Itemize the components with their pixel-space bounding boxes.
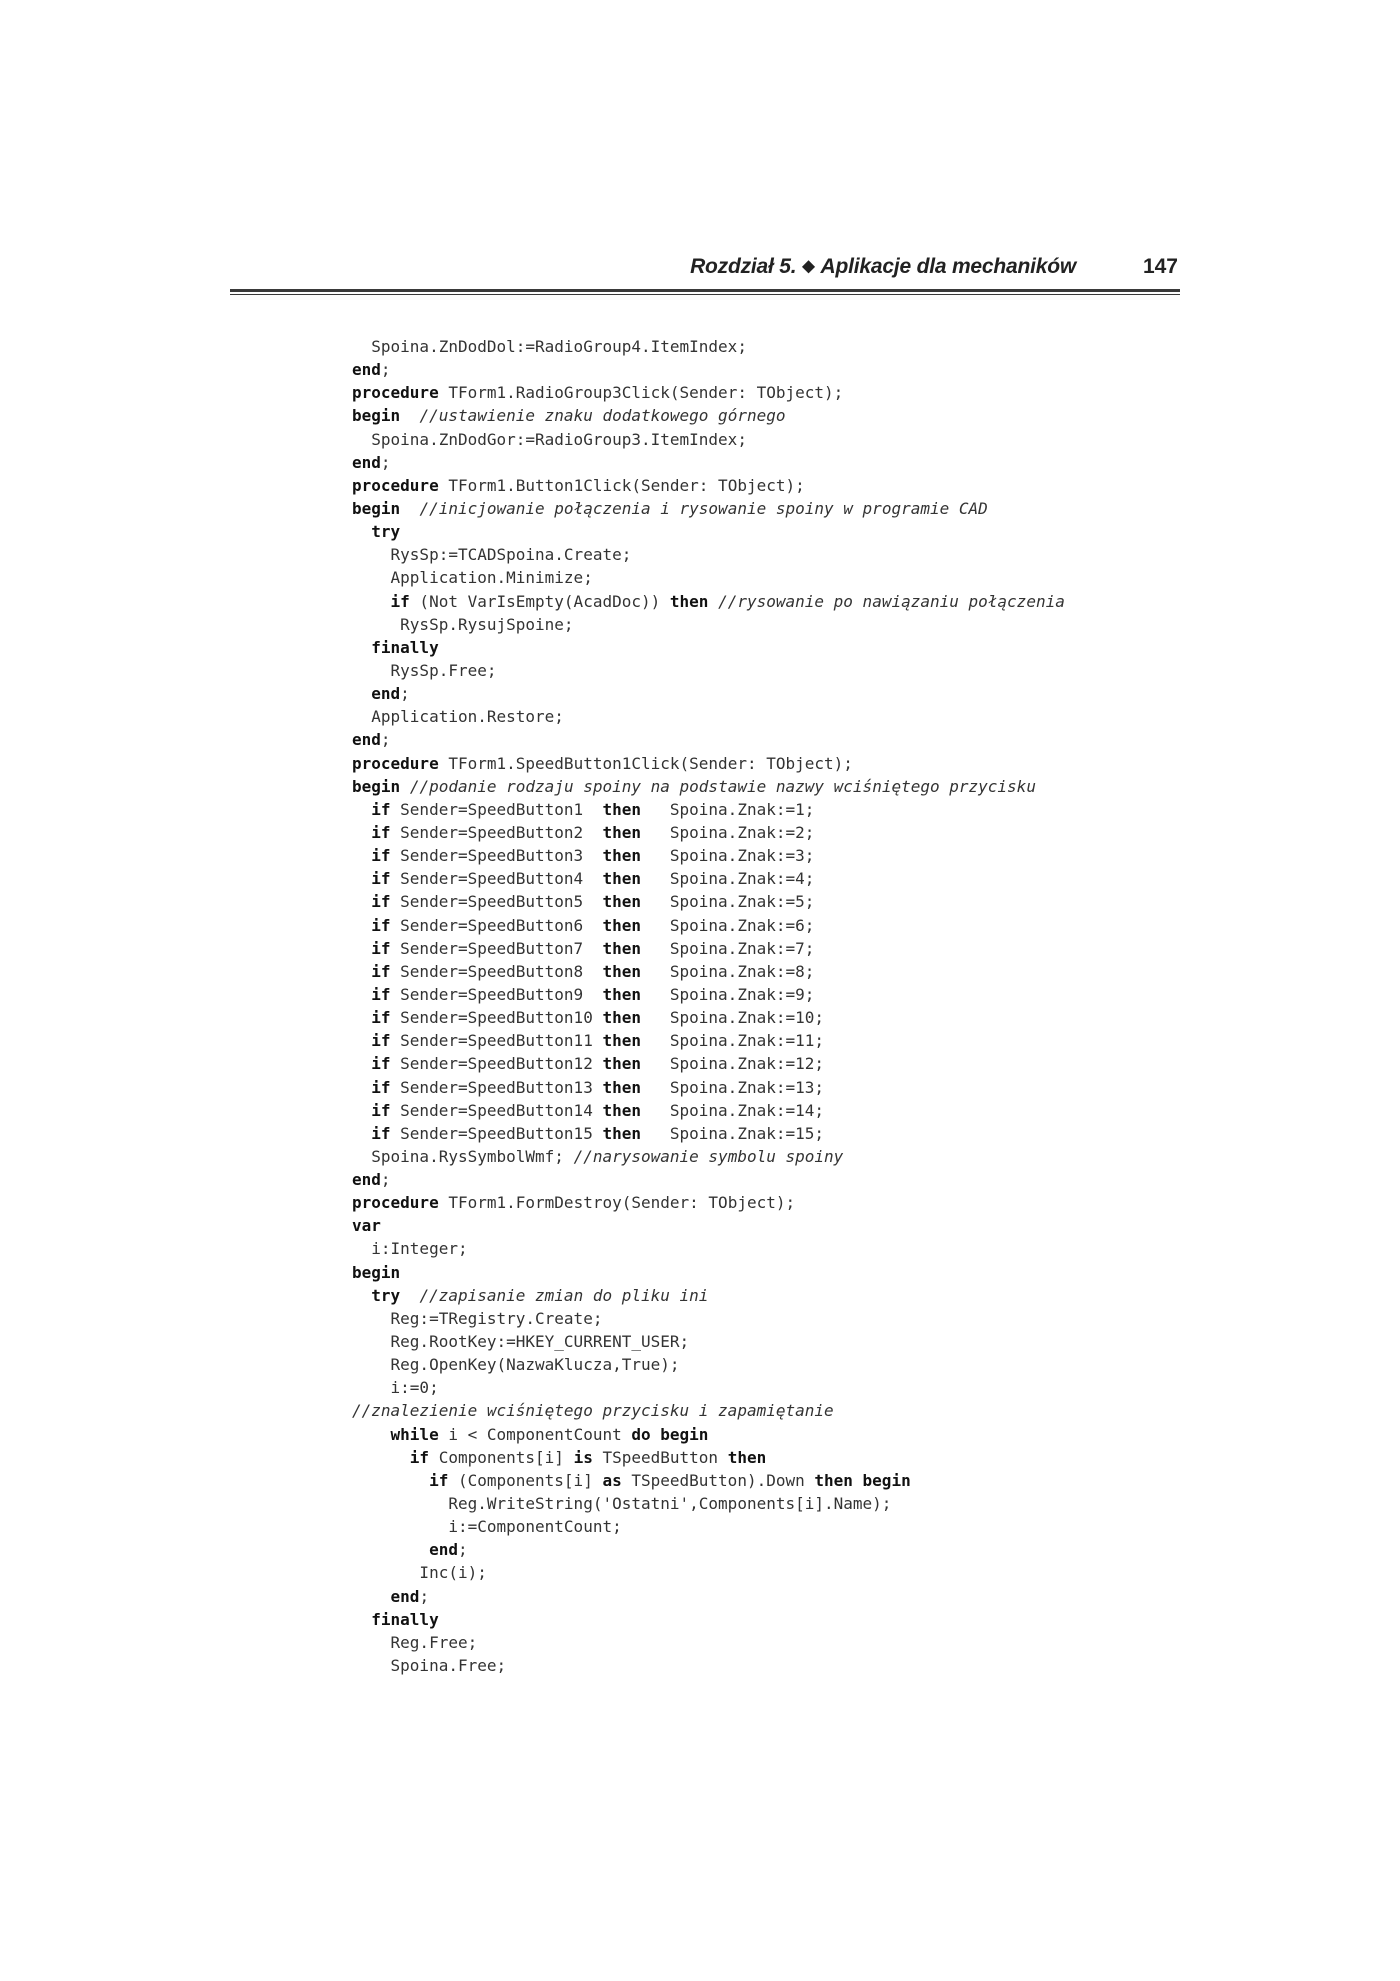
code-line	[352, 381, 1065, 404]
code-text	[352, 592, 391, 611]
chapter-title	[690, 255, 1076, 279]
code-keyword: then	[602, 984, 641, 1004]
code-line	[352, 960, 1065, 983]
code-keyword: then	[602, 1100, 641, 1120]
code-text: TSpeedButton).Down	[621, 1470, 815, 1490]
code-line	[352, 1214, 1065, 1237]
code-line	[352, 1168, 1065, 1191]
code-keyword: if	[409, 1447, 430, 1467]
code-text	[352, 1008, 371, 1027]
code-text	[352, 846, 371, 865]
code-keyword: end	[352, 452, 381, 472]
code-text: Spoina.RysSymbolWmf;	[352, 1146, 574, 1166]
code-comment: //zapisanie zmian do pliku ini	[419, 1285, 709, 1305]
code-text: Reg.WriteString('Ostatni',Components[i].Name);	[352, 1494, 892, 1514]
code-text: ;	[457, 1540, 468, 1560]
code-text	[352, 916, 371, 935]
code-line	[352, 1446, 1065, 1469]
code-text	[400, 1286, 419, 1305]
code-comment: //narysowanie symbolu spoiny	[573, 1146, 844, 1166]
code-text: Sender=SpeedButton1	[390, 799, 603, 819]
code-text: ;	[380, 1170, 391, 1190]
code-line	[352, 775, 1065, 798]
code-keyword: if	[371, 799, 391, 819]
code-keyword: if	[371, 984, 391, 1004]
code-comment: //inicjowanie połączenia i rysowanie spoiny w programie CAD	[419, 498, 988, 518]
code-line	[352, 1076, 1065, 1099]
code-text: Reg.OpenKey(NazwaKlucza,True);	[352, 1355, 680, 1375]
code-text	[352, 892, 371, 911]
code-text: Spoina.Znak:=11;	[640, 1031, 825, 1051]
code-text: RysSp.Free;	[352, 660, 497, 680]
code-text: Inc(i);	[352, 1563, 487, 1583]
code-line	[352, 844, 1065, 867]
code-keyword: if	[371, 1100, 391, 1120]
code-line	[352, 474, 1065, 497]
code-text: Spoina.Znak:=10;	[640, 1008, 825, 1028]
code-text: Sender=SpeedButton7	[390, 938, 603, 958]
code-text: TForm1.RadioGroup3Click(Sender: TObject);	[438, 383, 844, 403]
code-text	[352, 869, 371, 888]
code-line	[352, 1237, 1065, 1260]
code-keyword: procedure	[352, 475, 439, 495]
code-text	[352, 638, 371, 657]
code-line	[352, 1307, 1065, 1330]
code-line	[352, 983, 1065, 1006]
code-line	[352, 1608, 1065, 1631]
code-line	[352, 1631, 1065, 1654]
code-comment: //rysowanie po nawiązaniu połączenia	[718, 591, 1065, 611]
code-text	[352, 1610, 371, 1629]
code-keyword: procedure	[352, 753, 439, 773]
code-line	[352, 636, 1065, 659]
code-keyword: then	[602, 915, 641, 935]
code-text: Sender=SpeedButton8	[390, 961, 603, 981]
code-comment: //ustawienie znaku dodatkowego górnego	[419, 406, 786, 426]
code-keyword: then	[602, 846, 641, 866]
code-keyword: end	[352, 360, 381, 380]
code-keyword: then	[602, 892, 641, 912]
code-text	[352, 985, 371, 1004]
code-line	[352, 1585, 1065, 1608]
code-text	[352, 1471, 429, 1490]
code-line	[352, 428, 1065, 451]
code-text: Sender=SpeedButton14	[390, 1100, 603, 1120]
code-text: Components[i]	[429, 1447, 574, 1467]
chapter-name: Aplikacje dla mechaników	[820, 255, 1076, 278]
code-line	[352, 1376, 1065, 1399]
code-keyword: if	[371, 961, 391, 981]
code-line	[352, 451, 1065, 474]
code-text	[352, 1124, 371, 1143]
code-keyword: begin	[352, 776, 401, 796]
code-text: Sender=SpeedButton11	[390, 1031, 603, 1051]
code-keyword: is	[573, 1447, 593, 1467]
code-text: Spoina.Znak:=2;	[640, 822, 815, 842]
code-comment: //znalezienie wciśniętego przycisku i zapamiętanie	[352, 1401, 834, 1421]
code-line	[352, 821, 1065, 844]
code-text: Spoina.Znak:=6;	[640, 915, 815, 935]
code-text: Sender=SpeedButton5	[390, 892, 603, 912]
code-keyword: end	[390, 1586, 420, 1606]
code-text: Spoina.ZnDodDol:=RadioGroup4.ItemIndex;	[352, 337, 747, 356]
code-keyword: if	[371, 892, 391, 912]
code-text: Sender=SpeedButton4	[390, 869, 603, 889]
code-keyword: then	[602, 1031, 641, 1051]
code-line	[352, 1469, 1065, 1492]
code-keyword: end	[352, 730, 381, 750]
code-text: Spoina.Znak:=15;	[640, 1123, 825, 1143]
code-line	[352, 798, 1065, 821]
code-keyword: begin	[352, 1262, 401, 1282]
code-keyword: try	[371, 1285, 401, 1305]
code-text: i:Integer;	[352, 1239, 468, 1259]
code-line	[352, 590, 1065, 613]
code-line	[352, 613, 1065, 636]
code-text: Sender=SpeedButton10	[390, 1008, 603, 1028]
code-text	[352, 1587, 391, 1606]
code-text: Spoina.Znak:=8;	[640, 961, 815, 981]
code-keyword: begin	[352, 498, 401, 518]
code-keyword: then	[602, 799, 641, 819]
code-text: i:=ComponentCount;	[352, 1517, 622, 1537]
code-keyword: if	[371, 822, 391, 842]
code-text: Sender=SpeedButton12	[390, 1054, 603, 1074]
code-line	[352, 914, 1065, 937]
code-keyword: then	[602, 961, 641, 981]
code-comment: //podanie rodzaju spoiny na podstawie nazwy wciśniętego przycisku	[409, 776, 1036, 796]
code-keyword: end	[371, 684, 401, 704]
code-text: Spoina.Znak:=13;	[640, 1077, 825, 1097]
code-text: Reg.RootKey:=HKEY_CURRENT_USER;	[352, 1332, 690, 1352]
code-text: TForm1.FormDestroy(Sender: TObject);	[438, 1193, 796, 1213]
code-text: Spoina.Znak:=7;	[640, 938, 815, 958]
code-text: Sender=SpeedButton3	[390, 846, 603, 866]
code-line	[352, 520, 1065, 543]
code-text	[352, 1286, 371, 1305]
code-keyword: begin	[352, 406, 401, 426]
code-listing	[352, 335, 1065, 1677]
code-keyword: if	[371, 869, 391, 889]
code-text: Application.Minimize;	[352, 568, 593, 588]
code-keyword: if	[371, 915, 391, 935]
code-text	[352, 1425, 391, 1444]
code-text: (Components[i]	[448, 1470, 603, 1490]
diamond-icon: ◆	[802, 258, 815, 275]
code-keyword: as	[602, 1470, 622, 1490]
code-keyword: then	[602, 1008, 641, 1028]
code-line	[352, 1330, 1065, 1353]
code-keyword: then begin	[814, 1470, 911, 1490]
code-text: ;	[400, 684, 410, 704]
code-text: TForm1.SpeedButton1Click(Sender: TObject);	[438, 753, 853, 773]
code-keyword: do begin	[631, 1424, 709, 1444]
code-line	[352, 1006, 1065, 1029]
code-text: ;	[380, 360, 391, 380]
code-keyword: if	[371, 1054, 391, 1074]
code-keyword: if	[371, 1031, 391, 1051]
code-line	[352, 659, 1065, 682]
code-keyword: procedure	[352, 383, 439, 403]
code-text	[352, 1101, 371, 1120]
code-text: TForm1.Button1Click(Sender: TObject);	[438, 475, 805, 495]
code-line	[352, 1399, 1065, 1422]
code-text	[352, 939, 371, 958]
code-line	[352, 497, 1065, 520]
code-line	[352, 566, 1065, 589]
code-keyword: then	[602, 1123, 641, 1143]
code-line	[352, 543, 1065, 566]
code-line	[352, 1654, 1065, 1677]
code-text: Spoina.Free;	[352, 1656, 507, 1676]
code-line	[352, 1052, 1065, 1075]
code-text	[400, 499, 419, 518]
code-keyword: then	[602, 1054, 641, 1074]
code-text: Spoina.Znak:=9;	[640, 984, 815, 1004]
code-line	[352, 1353, 1065, 1376]
code-keyword: finally	[371, 637, 439, 657]
code-text	[352, 1448, 410, 1467]
code-line	[352, 937, 1065, 960]
code-keyword: if	[371, 1123, 391, 1143]
code-line	[352, 705, 1065, 728]
code-text	[400, 777, 410, 796]
code-text	[352, 962, 371, 981]
code-keyword: then	[602, 938, 641, 958]
code-keyword: then	[602, 822, 641, 842]
code-text: Spoina.Znak:=5;	[640, 892, 815, 912]
code-text: Sender=SpeedButton2	[390, 822, 603, 842]
code-text	[352, 823, 371, 842]
code-line	[352, 728, 1065, 751]
code-line	[352, 1492, 1065, 1515]
code-keyword: if	[371, 1077, 391, 1097]
code-keyword: end	[429, 1540, 458, 1560]
code-text: i < ComponentCount	[438, 1424, 632, 1444]
code-line	[352, 1122, 1065, 1145]
code-text	[352, 684, 371, 703]
code-text: ;	[380, 452, 391, 472]
code-line	[352, 1538, 1065, 1561]
code-text	[352, 1054, 371, 1073]
code-text	[352, 1078, 371, 1097]
code-keyword: then	[602, 869, 641, 889]
code-line	[352, 1261, 1065, 1284]
code-line	[352, 1145, 1065, 1168]
code-text	[352, 800, 371, 819]
code-text: Spoina.Znak:=1;	[640, 799, 815, 819]
code-line	[352, 1423, 1065, 1446]
code-text: RysSp.RysujSpoine;	[352, 614, 574, 634]
code-line	[352, 890, 1065, 913]
code-keyword: end	[352, 1170, 381, 1190]
code-text: ;	[419, 1586, 430, 1606]
code-line	[352, 1099, 1065, 1122]
code-line	[352, 1029, 1065, 1052]
code-text: Spoina.ZnDodGor:=RadioGroup3.ItemIndex;	[352, 429, 747, 449]
running-header	[230, 255, 1180, 292]
code-keyword: if	[429, 1470, 449, 1490]
code-keyword: if	[390, 591, 410, 611]
code-text: Spoina.Znak:=3;	[640, 846, 815, 866]
code-text: TSpeedButton	[592, 1447, 728, 1467]
code-text: Application.Restore;	[352, 707, 564, 727]
code-text: RysSp:=TCADSpoina.Create;	[352, 545, 632, 565]
code-text: Reg:=TRegistry.Create;	[352, 1308, 603, 1328]
code-line	[352, 1191, 1065, 1214]
code-keyword: then	[727, 1447, 767, 1467]
code-text	[352, 1031, 371, 1050]
code-keyword: if	[371, 938, 391, 958]
code-line	[352, 752, 1065, 775]
code-text: (Not VarIsEmpty(AcadDoc))	[409, 591, 670, 611]
code-line	[352, 682, 1065, 705]
chapter-label: Rozdział 5.	[690, 255, 797, 278]
code-text: Sender=SpeedButton6	[390, 915, 603, 935]
code-line	[352, 404, 1065, 427]
code-keyword: then	[669, 591, 709, 611]
code-keyword: if	[371, 1008, 391, 1028]
code-text: Spoina.Znak:=4;	[640, 869, 815, 889]
code-text	[400, 406, 419, 425]
code-keyword: procedure	[352, 1193, 439, 1213]
code-keyword: finally	[371, 1609, 439, 1629]
code-keyword: then	[602, 1077, 641, 1097]
code-text	[708, 592, 718, 611]
code-text: i:=0;	[352, 1378, 439, 1398]
code-text	[352, 522, 371, 541]
code-text: Sender=SpeedButton13	[390, 1077, 603, 1097]
code-text	[352, 1540, 429, 1559]
code-text: Spoina.Znak:=12;	[640, 1054, 825, 1074]
code-text: Spoina.Znak:=14;	[640, 1100, 825, 1120]
code-text: Sender=SpeedButton15	[390, 1123, 603, 1143]
code-line	[352, 1561, 1065, 1584]
code-line	[352, 335, 1065, 358]
code-keyword: while	[390, 1424, 439, 1444]
code-line	[352, 1284, 1065, 1307]
code-text: ;	[380, 730, 391, 750]
code-text: Reg.Free;	[352, 1632, 478, 1652]
code-line	[352, 358, 1065, 381]
code-keyword: if	[371, 846, 391, 866]
code-keyword: var	[352, 1216, 381, 1236]
page-number: 147	[1142, 255, 1178, 278]
code-text: Sender=SpeedButton9	[390, 984, 603, 1004]
code-line	[352, 1515, 1065, 1538]
code-line	[352, 867, 1065, 890]
code-keyword: try	[371, 522, 401, 542]
